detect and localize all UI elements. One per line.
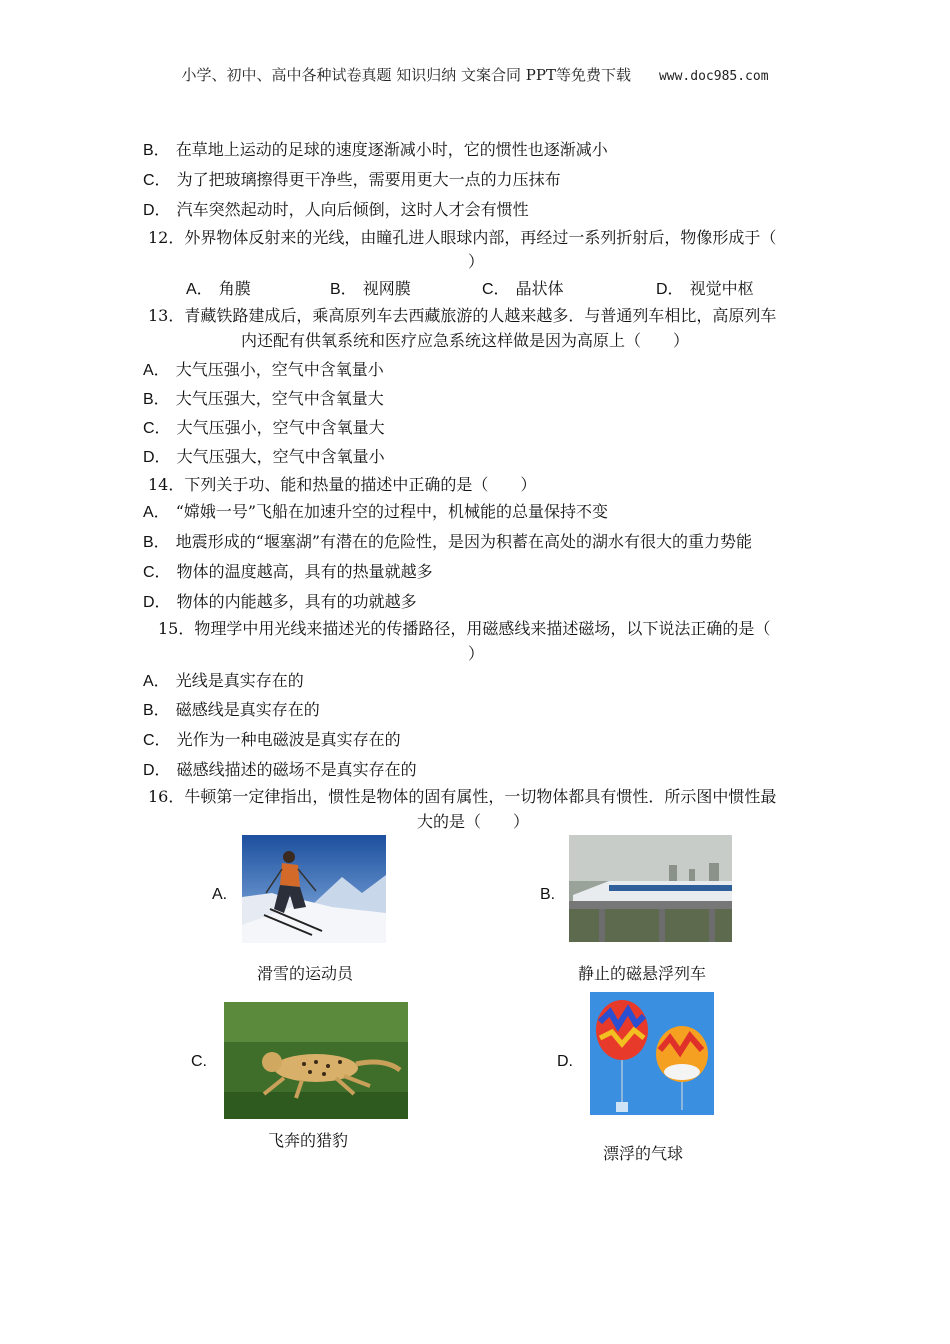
q13-stem: 13．青藏铁路建成后，乘高原列车去西藏旅游的人越来越多．与普通列车相比，高原列车	[148, 306, 777, 325]
q12-option-b: B． 视网膜	[330, 279, 411, 298]
q15-stem-cont: ）	[468, 644, 485, 663]
q14-option-d: D． 物体的内能越多，具有的功就越多	[143, 592, 417, 611]
cheetah-photo	[224, 1002, 408, 1119]
header-site: www.doc985.com	[658, 69, 769, 84]
maglev-train-photo	[569, 835, 732, 942]
q13-stem-cont: 内还配有供氧系统和医疗应急系统这样做是因为高原上（ ）	[241, 331, 690, 350]
q11-option-b: B． 在草地上运动的足球的速度逐渐减小时，它的惯性也逐渐减小	[143, 140, 608, 159]
q16-stem-cont: 大的是（ ）	[417, 812, 530, 831]
q16-pic-b-letter: B.	[540, 886, 556, 903]
q11-option-c: C． 为了把玻璃擦得更干净些，需要用更大一点的力压抹布	[143, 170, 561, 189]
q16-pic-b-caption: 静止的磁悬浮列车	[578, 964, 707, 983]
page-header	[0, 64, 950, 85]
q13-option-b: B． 大气压强大，空气中含氧量大	[143, 389, 384, 408]
q12-option-c: C． 晶状体	[482, 279, 564, 298]
q16-pic-d-letter: D.	[557, 1053, 573, 1070]
q14-option-a: A． “嫦娥一号”飞船在加速升空的过程中，机械能的总量保持不变	[143, 502, 609, 521]
q16-pic-c-letter: C.	[191, 1053, 207, 1070]
q12-stem-cont: ）	[468, 252, 485, 271]
q15-option-c: C． 光作为一种电磁波是真实存在的	[143, 730, 401, 749]
q11-option-d: D． 汽车突然起动时，人向后倾倒，这时人才会有惯性	[143, 200, 529, 219]
skier-photo	[242, 835, 386, 943]
q12-option-d: D． 视觉中枢	[656, 279, 754, 298]
q14-option-b: B． 地震形成的“堰塞湖”有潜在的危险性，是因为积蓄在高处的湖水有很大的重力势能	[143, 532, 753, 551]
q12-stem: 12．外界物体反射来的光线，由瞳孔进人眼球内部，再经过一系列折射后，物像形成于（	[148, 228, 777, 247]
q16-pic-c-caption: 飞奔的猎豹	[268, 1131, 349, 1150]
q15-stem: 15．物理学中用光线来描述光的传播路径，用磁感线来描述磁场，以下说法正确的是（	[158, 619, 771, 638]
q13-option-a: A． 大气压强小，空气中含氧量小	[143, 360, 384, 379]
q13-option-d: D． 大气压强大，空气中含氧量小	[143, 447, 385, 466]
q16-pic-d-caption: 漂浮的气球	[603, 1144, 684, 1163]
q13-option-c: C． 大气压强小，空气中含氧量大	[143, 418, 385, 437]
q15-option-b: B． 磁感线是真实存在的	[143, 700, 320, 719]
header-text: 小学、初中、高中各种试卷真题 知识归纳 文案合同 PPT等免费下载	[181, 66, 631, 84]
balloons-photo	[590, 992, 714, 1115]
q15-option-a: A． 光线是真实存在的	[143, 671, 304, 690]
q12-option-a: A． 角膜	[186, 279, 251, 298]
q16-pic-a-letter: A.	[212, 886, 228, 903]
q16-stem: 16．牛顿第一定律指出，惯性是物体的固有属性，一切物体都具有惯性．所示图中惯性最	[148, 787, 777, 806]
q15-option-d: D． 磁感线描述的磁场不是真实存在的	[143, 760, 417, 779]
q16-pic-a-caption: 滑雪的运动员	[257, 964, 354, 983]
q14-option-c: C． 物体的温度越高，具有的热量就越多	[143, 562, 433, 581]
q14-stem: 14．下列关于功、能和热量的描述中正确的是（ ）	[148, 475, 537, 494]
